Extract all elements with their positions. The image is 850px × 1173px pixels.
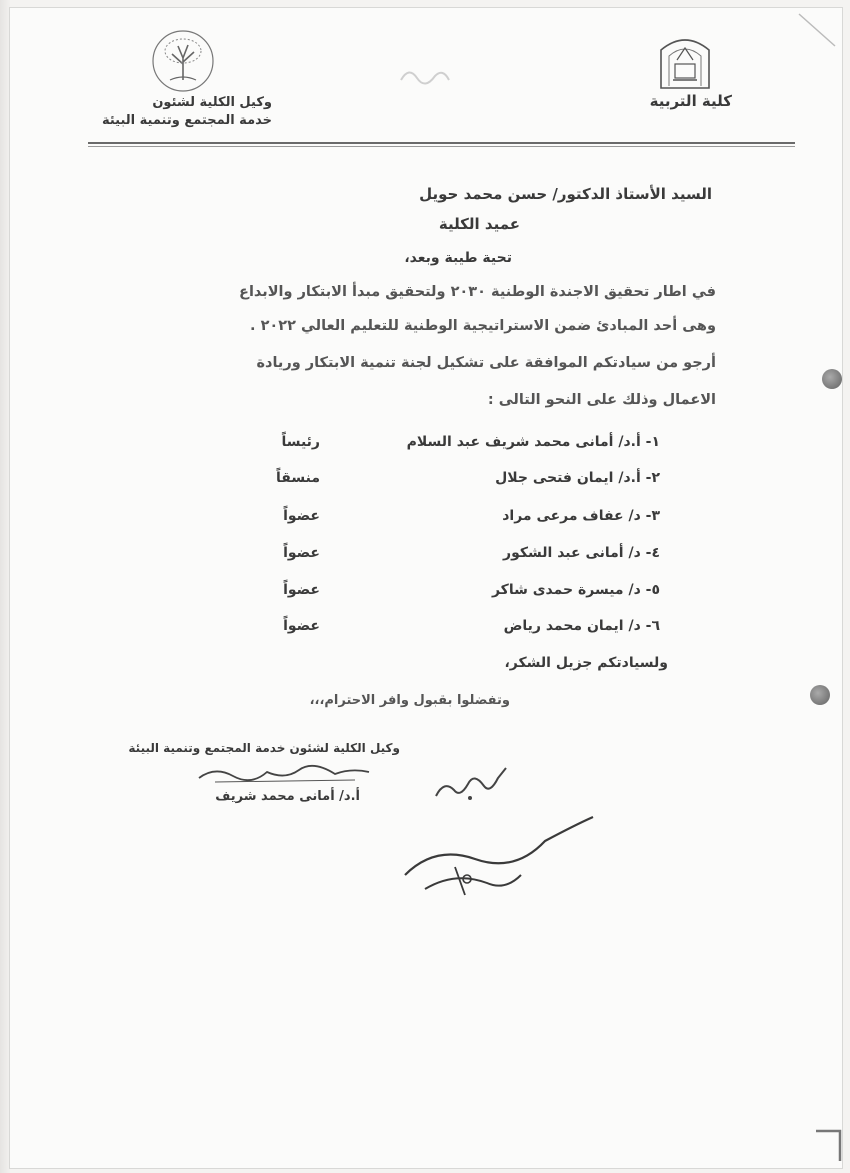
paragraph1-line1: في اطار تحقيق الاجندة الوطنية ٢٠٣٠ ولتحقيق مبدأ الابتكار والابداع [239, 284, 716, 300]
corner-bracket-mark [810, 1125, 845, 1165]
greeting: تحية طيبة وبعد، [404, 250, 512, 266]
paragraph2-line2: الاعمال وذلك على النحو التالى : [487, 392, 716, 408]
member-role: عضواً [283, 545, 320, 561]
member-role: رئيساً [281, 434, 320, 450]
tree-logo-icon [150, 28, 216, 94]
member-name: ٥- د/ ميسرة حمدى شاكر [491, 582, 660, 598]
member-name: ٦- د/ ايمان محمد رياض [503, 618, 660, 634]
regards-line: وتفضلوا بقبول وافر الاحترام،،، [309, 693, 510, 708]
vice-dean-header-line2: خدمة المجتمع وتنمية البيئة [101, 113, 272, 128]
signatory-title: وكيل الكلية لشئون خدمة المجتمع وتنمية البيئة [128, 741, 400, 755]
signatory-name: أ.د/ أمانى محمد شريف [215, 789, 360, 804]
punch-hole [822, 369, 842, 389]
faculty-emblem-icon [655, 30, 715, 92]
faint-stamp-mark [395, 62, 455, 88]
addressee: السيد الأستاذ الدكتور/ حسن محمد حويل [419, 185, 712, 203]
punch-hole [810, 685, 830, 705]
letter-page [10, 8, 842, 1168]
handwritten-signature-large [395, 805, 600, 900]
paragraph2-line1: أرجو من سيادتكم الموافقة على تشكيل لجنة تنمية الابتكار وريادة [256, 355, 716, 371]
member-name: ١- أ.د/ أمانى محمد شريف عبد السلام [406, 434, 660, 450]
dean-title: عميد الكلية [438, 215, 520, 233]
thanks-line: ولسيادتكم جزيل الشكر، [504, 655, 668, 671]
member-role: عضواً [283, 508, 320, 524]
member-role: عضواً [283, 618, 320, 634]
member-name: ٣- د/ عفاف مرعى مراد [502, 508, 660, 524]
paragraph1-line2: وهى أحد المبادئ ضمن الاستراتيجية الوطنية للتعليم العالي ٢٠٢٢ . [250, 318, 716, 334]
handwritten-signature-small [195, 760, 375, 786]
scan-left-edge [0, 0, 10, 1173]
corner-fold-mark [795, 10, 840, 50]
member-name: ٢- أ.د/ ايمان فتحى جلال [495, 470, 660, 486]
handwritten-approval [430, 760, 520, 806]
faculty-name: كلية التربية [649, 92, 732, 110]
member-name: ٤- د/ أمانى عبد الشكور [503, 545, 660, 561]
vice-dean-header-line1: وكيل الكلية لشئون [152, 95, 272, 110]
header-rule-thin [88, 146, 795, 147]
member-role: عضواً [283, 582, 320, 598]
header-rule [88, 142, 795, 144]
member-role: منسقاً [276, 470, 320, 486]
